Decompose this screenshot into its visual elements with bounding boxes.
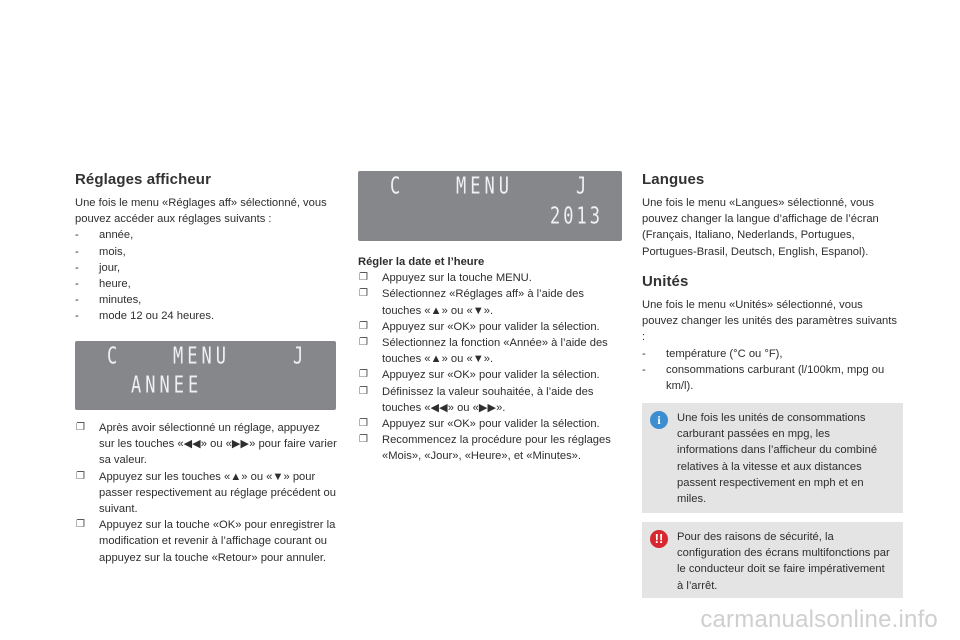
info-note-text: Une fois les unités de consommations carburant passées en mpg, les informations dans l’afficheur du combiné relatives à la vitesse et aux distances passent respectivement en mph et en miles. xyxy=(677,412,878,506)
key-label: «OK» xyxy=(447,369,476,382)
list-item: - mois, xyxy=(75,244,333,260)
checkbox-bullet-icon: ❐ xyxy=(359,288,368,300)
checkbox-bullet-icon: ❐ xyxy=(76,470,85,482)
step-item xyxy=(358,286,623,318)
checkbox-bullet-icon: ❐ xyxy=(76,422,85,433)
left-steps xyxy=(75,420,337,566)
key-label: MENU xyxy=(495,272,529,285)
step-text: Appuyez sur xyxy=(382,369,448,382)
screen-menu-label: MENU xyxy=(173,343,230,370)
step-text: ». xyxy=(496,401,506,414)
checkbox-bullet-icon: ❐ xyxy=(359,272,368,284)
list-item: - minutes, xyxy=(75,292,333,308)
key-label: «OK» xyxy=(447,418,476,431)
arrow-icon: ▼ xyxy=(472,353,484,366)
step-text: Recommencez la procédure pour les réglages «Mois», «Jour», «Heure», et «Minutes». xyxy=(382,434,611,463)
display-settings-intro xyxy=(75,195,333,325)
key-label: «OK» xyxy=(447,320,476,333)
warning-note xyxy=(642,522,903,598)
steps-list xyxy=(75,420,337,566)
list-item: - année, xyxy=(75,227,333,243)
screen-bracket-right: J xyxy=(576,173,589,200)
units-section xyxy=(642,297,900,394)
step-text: Sélectionnez la fonction «Année» à l’aide des touches « xyxy=(382,337,608,366)
steps-list xyxy=(358,270,623,464)
step-text: Sélectionnez «Réglages aff» à l’aide des touches « xyxy=(382,288,584,317)
screen-bracket-left: C xyxy=(107,343,120,370)
step-item xyxy=(75,517,337,566)
key-label: «Retour» xyxy=(211,551,258,564)
arrow-icon: ▲ xyxy=(430,304,442,317)
arrow-icon: ▲ xyxy=(430,353,442,366)
step-item xyxy=(358,367,623,383)
warning-note-text: Pour des raisons de sécurité, la configuration des écrans multifonctions par le conducteur doit se faire impérativement à l’arrêt. xyxy=(677,531,890,592)
step-text: » pour passer respectivement au réglage précédent ou suivant. xyxy=(99,470,336,516)
units-title: Unités xyxy=(642,273,689,290)
step-text: . xyxy=(528,272,532,285)
step-text: » ou « xyxy=(447,401,479,414)
step-item xyxy=(75,420,337,469)
step-text: » pour faire varier sa valeur. xyxy=(99,438,337,467)
date-time-section xyxy=(358,254,623,465)
step-text: Appuyez sur la touche xyxy=(99,519,213,532)
step-text: » ou « xyxy=(441,353,473,366)
step-text: ». xyxy=(483,304,494,317)
languages-title: Langues xyxy=(642,171,705,188)
units-intro: Une fois le menu «Unités» sélectionné, vous pouvez changer les unités des paramètres suivants : xyxy=(642,299,897,344)
step-text: pour enregistrer la modification et revenir à l’affichage courant ou appuyez sur la touche xyxy=(99,519,336,564)
checkbox-bullet-icon: ❐ xyxy=(76,519,85,531)
step-text: pour valider la sélection. xyxy=(475,320,600,333)
step-text: pour valider la sélection. xyxy=(475,369,600,382)
screen-value: ANNEE xyxy=(131,372,203,399)
checkbox-bullet-icon: ❐ xyxy=(359,320,368,332)
step-text: Appuyez sur les touches « xyxy=(99,470,231,483)
checkbox-bullet-icon: ❐ xyxy=(359,337,368,349)
step-item xyxy=(358,270,623,286)
step-item xyxy=(75,469,337,518)
checkbox-bullet-icon: ❐ xyxy=(359,418,368,430)
list-item: - température (°C ou °F), xyxy=(642,346,900,362)
step-text: Appuyez sur xyxy=(382,320,448,333)
arrow-icon: ▼ xyxy=(472,304,484,317)
step-item xyxy=(358,432,623,464)
screen-value: 2013 xyxy=(550,203,603,230)
arrow-icon: ▲ xyxy=(230,470,242,483)
list-item: - mode 12 ou 24 heures. xyxy=(75,308,333,324)
step-text: pour valider la sélection. xyxy=(475,418,600,431)
step-text: » ou « xyxy=(441,304,473,317)
list-item: - jour, xyxy=(75,260,333,276)
step-text: Définissez la valeur souhaitée, à l’aide des touches « xyxy=(382,385,594,414)
step-text: ». xyxy=(483,353,494,366)
step-item xyxy=(358,319,623,335)
step-text: » ou « xyxy=(200,438,232,451)
step-text: Appuyez sur xyxy=(382,418,448,431)
units-list xyxy=(642,346,900,395)
checkbox-bullet-icon: ❐ xyxy=(359,434,368,446)
arrow-icon: ◀◀ xyxy=(183,438,201,451)
display-settings-title: Réglages afficheur xyxy=(75,171,212,188)
settings-list xyxy=(75,227,333,324)
key-label: «OK» xyxy=(212,519,242,532)
arrow-icon: ◀◀ xyxy=(430,401,448,414)
list-item: - heure, xyxy=(75,276,333,292)
date-time-heading: Régler la date et l’heure xyxy=(358,256,485,268)
checkbox-bullet-icon: ❐ xyxy=(359,385,368,397)
checkbox-bullet-icon: ❐ xyxy=(359,369,368,381)
screen-bracket-right: J xyxy=(293,343,306,370)
info-note xyxy=(642,403,903,513)
step-text: pour annuler. xyxy=(257,551,327,564)
screen-menu-label: MENU xyxy=(456,173,513,200)
step-item xyxy=(358,384,623,416)
watermark: carmanualsonline.info xyxy=(700,606,938,633)
arrow-icon: ▼ xyxy=(272,470,284,483)
step-text: Appuyez sur la touche xyxy=(382,272,496,285)
screen-bracket-left: C xyxy=(390,173,403,200)
step-text: Après avoir sélectionné un réglage, appuyez sur les touches « xyxy=(99,422,320,451)
warning-icon: !! xyxy=(650,530,668,548)
step-item xyxy=(358,416,623,432)
list-item: - consommations carburant (l/100km, mpg ou km/l). xyxy=(642,362,900,394)
languages-text: Une fois le menu «Langues» sélectionné, vous pouvez changer la langue d’affichage de l’écran (Français, Italiano, Nederlands, Portugues, Portugues-Brasil, Deutsch, English, Espanol). xyxy=(642,197,879,258)
arrow-icon: ▶▶ xyxy=(478,401,497,414)
arrow-icon: ▶▶ xyxy=(231,438,250,451)
intro-text: Une fois le menu «Réglages aff» sélectionné, vous pouvez accéder aux réglages suivants : xyxy=(75,197,327,226)
step-text: » ou « xyxy=(241,470,273,483)
display-screen-annee xyxy=(75,341,336,410)
info-icon: i xyxy=(650,411,668,429)
step-item xyxy=(358,335,623,367)
display-screen-2013 xyxy=(358,171,622,241)
